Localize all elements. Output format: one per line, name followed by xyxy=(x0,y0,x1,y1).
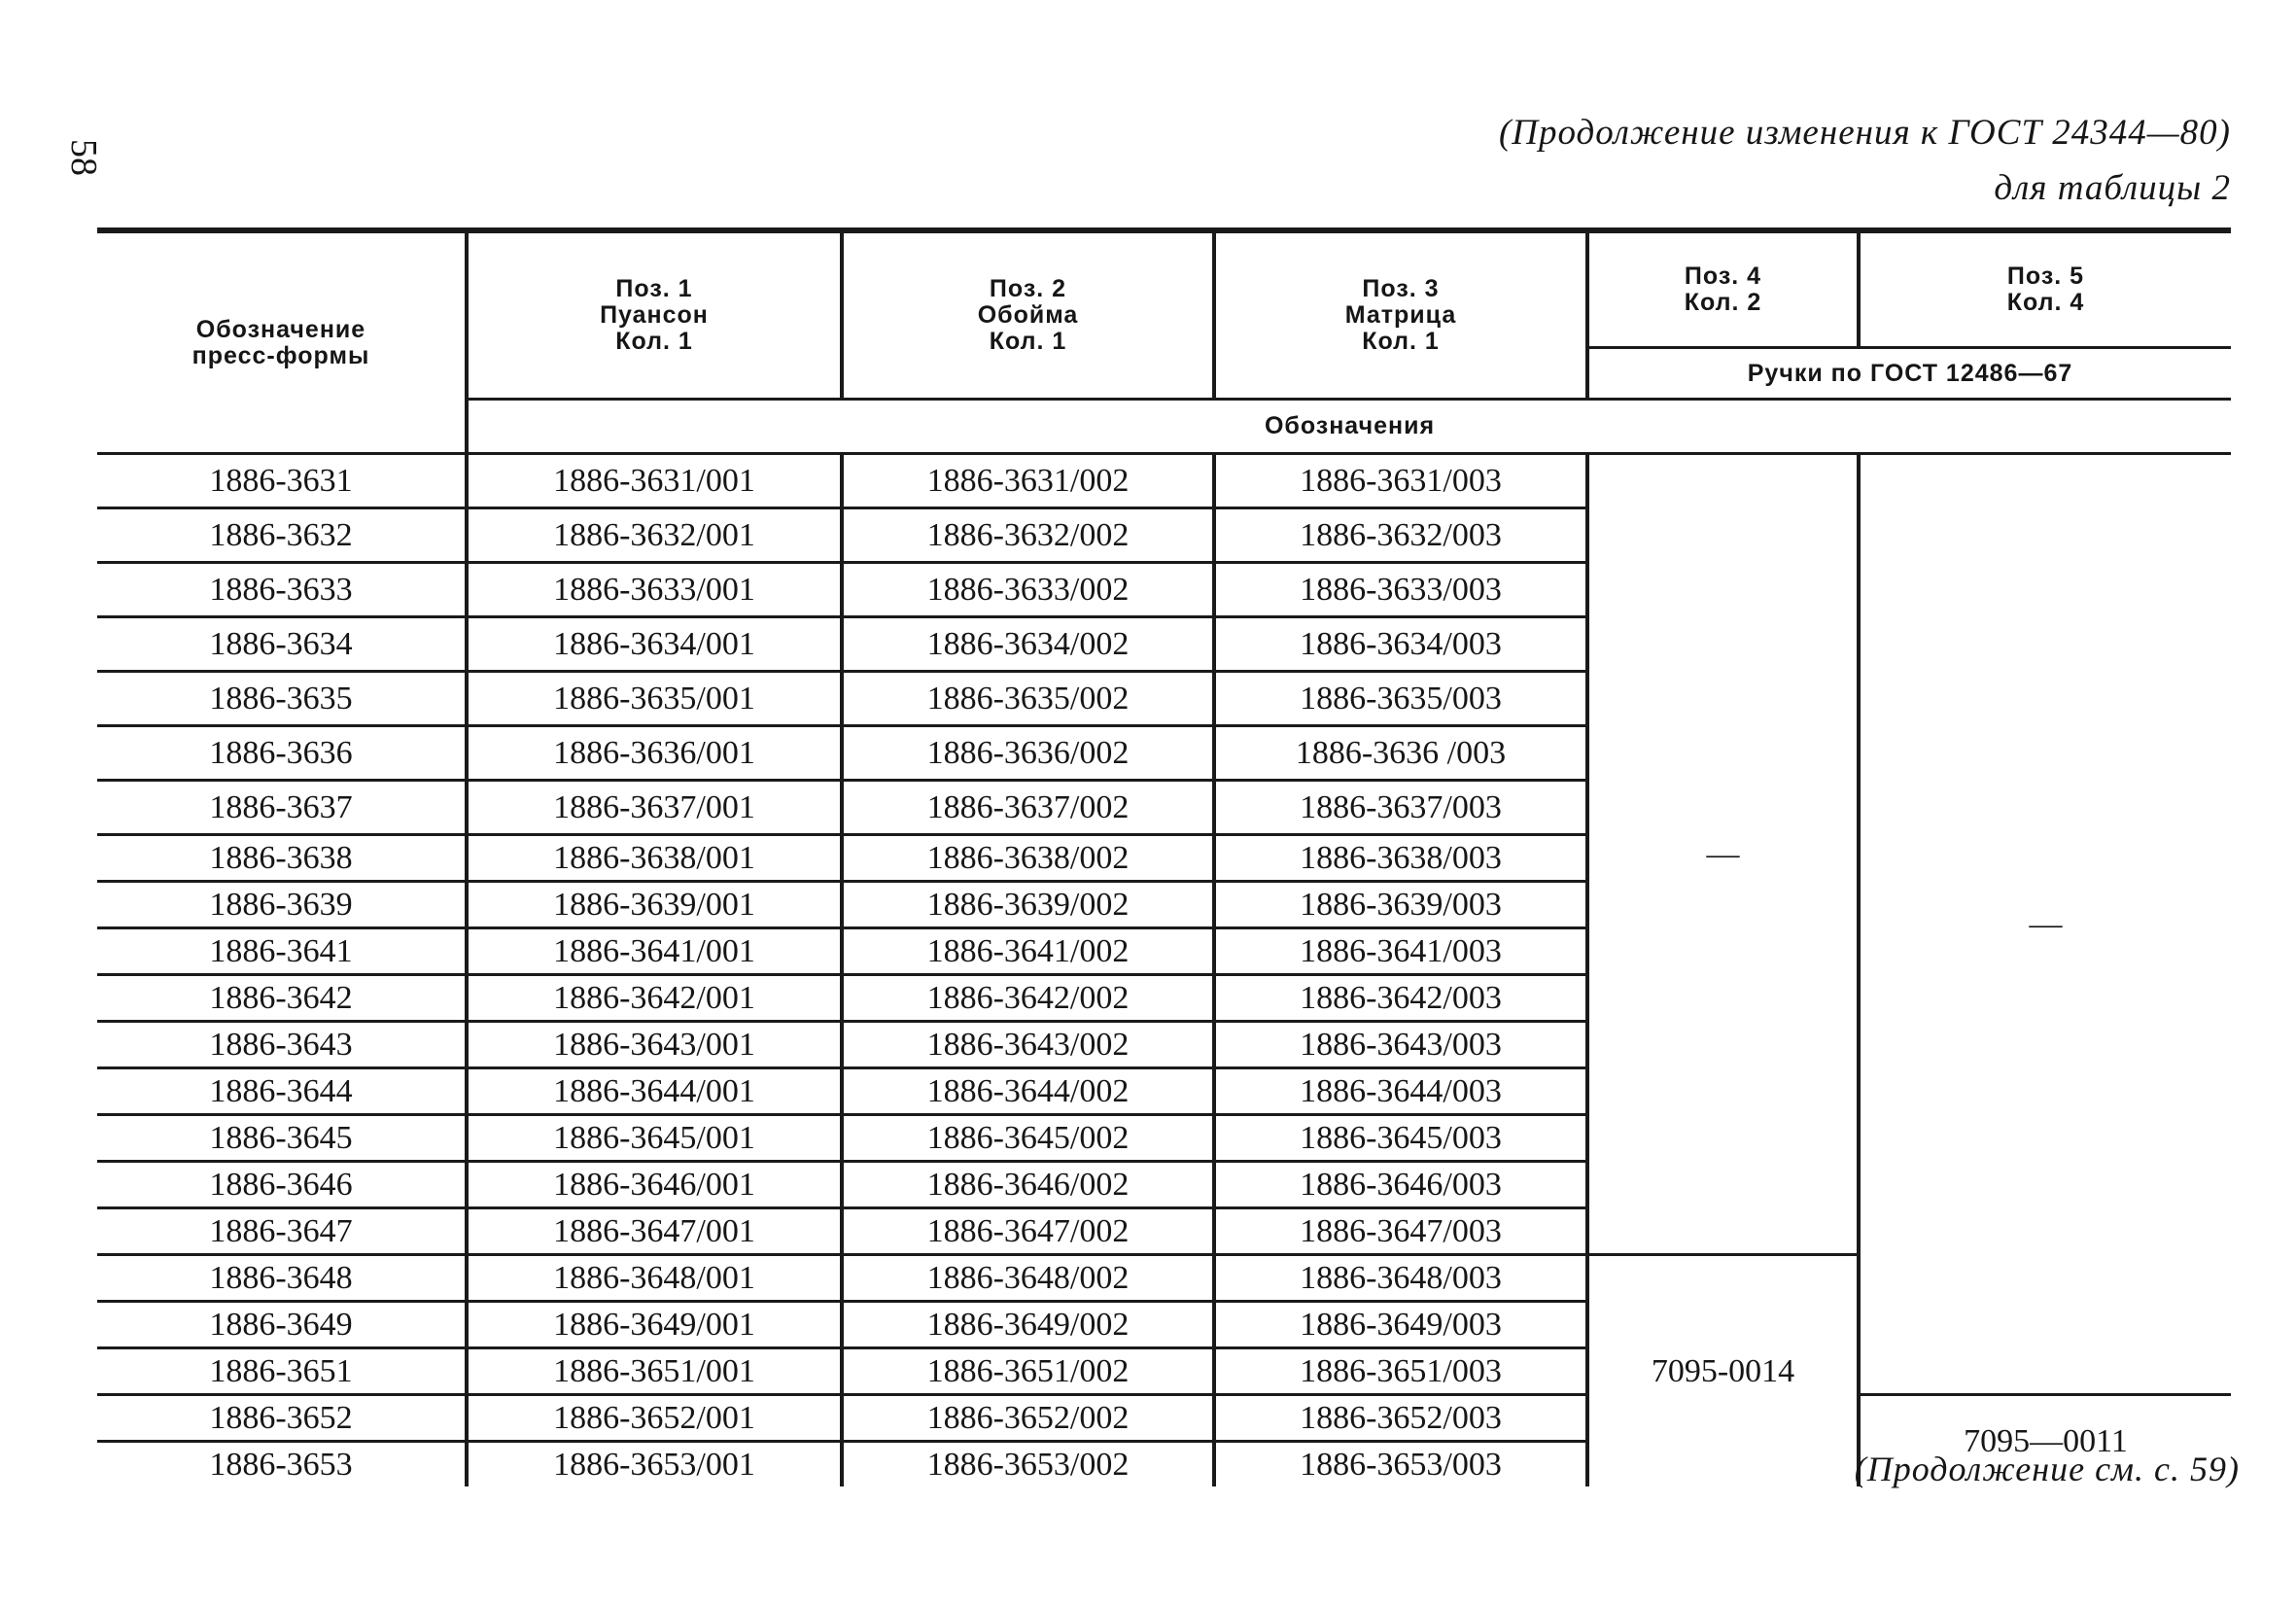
cell-pos1-punch: 1886-3637/001 xyxy=(467,781,842,835)
col-header-pos2 xyxy=(842,230,1214,400)
cell-pos3-matrix: 1886-3635/003 xyxy=(1214,672,1587,726)
cell-pos3-matrix: 1886-3642/003 xyxy=(1214,975,1587,1022)
cell-pos1-punch: 1886-3635/001 xyxy=(467,672,842,726)
col-header-pos2-line3: Кол. 1 xyxy=(989,328,1067,355)
cell-pos3-matrix: 1886-3646/003 xyxy=(1214,1162,1587,1208)
cell-pos3-matrix: 1886-3648/003 xyxy=(1214,1255,1587,1302)
cell-pos1-punch: 1886-3643/001 xyxy=(467,1022,842,1068)
cell-pos1-punch: 1886-3632/001 xyxy=(467,508,842,563)
cell-pos3-matrix: 1886-3638/003 xyxy=(1214,835,1587,882)
cell-pos3-matrix: 1886-3647/003 xyxy=(1214,1208,1587,1255)
cell-pos2-holder: 1886-3637/002 xyxy=(842,781,1214,835)
cell-press-form: 1886-3653 xyxy=(209,1446,353,1483)
cell-pos2-holder: 1886-3651/002 xyxy=(842,1348,1214,1395)
cell-pos1-punch: 1886-3648/001 xyxy=(467,1255,842,1302)
col-header-pos1 xyxy=(467,230,842,400)
cell-pos3-matrix: 1886-3639/003 xyxy=(1214,882,1587,928)
cell-pos1-punch: 1886-3634/001 xyxy=(467,617,842,672)
cell-pos3-matrix: 1886-3651/003 xyxy=(1214,1348,1587,1395)
cell-pos2-holder: 1886-3647/002 xyxy=(842,1208,1214,1255)
cell-pos1-punch: 1886-3633/001 xyxy=(467,563,842,617)
cell-pos2-holder: 1886-3648/002 xyxy=(842,1255,1214,1302)
cell-pos5-upper: — xyxy=(1859,454,2231,1395)
cell-pos1-punch: 1886-3642/001 xyxy=(467,975,842,1022)
cell-pos1-punch: 1886-3649/001 xyxy=(467,1302,842,1348)
cell-pos3-matrix: 1886-3645/003 xyxy=(1214,1115,1587,1162)
col-header-pos3-line2: Матрица xyxy=(1344,301,1457,329)
cell-pos2-holder: 1886-3644/002 xyxy=(842,1068,1214,1115)
cell-pos1-punch: 1886-3646/001 xyxy=(467,1162,842,1208)
continuation-footer: (Продолжение см. с. 59) xyxy=(1854,1450,2240,1488)
cell-pos2-holder: 1886-3638/002 xyxy=(842,835,1214,882)
cell-pos1-punch: 1886-3651/001 xyxy=(467,1348,842,1395)
cell-pos3-matrix: 1886-3634/003 xyxy=(1214,617,1587,672)
col-header-pos3 xyxy=(1214,230,1587,400)
cell-press-form: 1886-3641 xyxy=(97,928,467,975)
table-body xyxy=(97,454,2231,1487)
cell-press-form: 1886-3637 xyxy=(97,781,467,835)
cell-pos3-matrix: 1886-3653/003 xyxy=(1214,1442,1587,1487)
cell-pos1-punch: 1886-3652/001 xyxy=(467,1395,842,1442)
col-header-press-form xyxy=(97,230,467,454)
table-header xyxy=(97,230,2231,454)
cell-press-form: 1886-3645 xyxy=(97,1115,467,1162)
cell-press-form: 1886-3651 xyxy=(97,1348,467,1395)
cell-press-form: 1886-3649 xyxy=(97,1302,467,1348)
cell-pos3-matrix: 1886-3633/003 xyxy=(1214,563,1587,617)
cell-pos2-holder: 1886-3643/002 xyxy=(842,1022,1214,1068)
cell-press-form: 1886-3642 xyxy=(97,975,467,1022)
col-header-pos3-line1: Поз. 3 xyxy=(1362,275,1440,302)
cell-press-form: 1886-3633 xyxy=(97,563,467,617)
cell-pos2-holder: 1886-3649/002 xyxy=(842,1302,1214,1348)
cell-pos2-holder: 1886-3633/002 xyxy=(842,563,1214,617)
col-header-press-form-line2: пресс-формы xyxy=(191,341,370,369)
cell-pos4-lower: 7095-0014 xyxy=(1587,1255,1859,1487)
cell-pos2-holder: 1886-3634/002 xyxy=(842,617,1214,672)
cell-pos3-matrix: 1886-3643/003 xyxy=(1214,1022,1587,1068)
cell-pos3-matrix: 1886-3644/003 xyxy=(1214,1068,1587,1115)
cell-pos5-lower: 7095—0011 xyxy=(1859,1395,2231,1487)
cell-pos1-punch: 1886-3638/001 xyxy=(467,835,842,882)
cell-press-form: 1886-3644 xyxy=(97,1068,467,1115)
handles-header: Ручки по ГОСТ 12486—67 xyxy=(1587,348,2231,400)
col-header-pos2-line1: Поз. 2 xyxy=(989,275,1067,302)
cell-press-form: 1886-3643 xyxy=(97,1022,467,1068)
designations-header: Обозначения xyxy=(467,400,2231,454)
cell-pos3-matrix: 1886-3632/003 xyxy=(1214,508,1587,563)
cell-pos2-holder: 1886-3631/002 xyxy=(842,454,1214,508)
cell-pos2-holder: 1886-3641/002 xyxy=(842,928,1214,975)
cell-pos2-holder: 1886-3652/002 xyxy=(842,1395,1214,1442)
cell-pos2-holder: 1886-3636/002 xyxy=(842,726,1214,781)
cell-press-form: 1886-3632 xyxy=(97,508,467,563)
table-row xyxy=(97,1395,2231,1442)
cell-press-form: 1886-3631 xyxy=(97,454,467,508)
cell-pos3-matrix: 1886-3652/003 xyxy=(1214,1395,1587,1442)
col-header-pos4-line1: Поз. 4 xyxy=(1684,262,1762,290)
cell-pos1-punch: 1886-3639/001 xyxy=(467,882,842,928)
col-header-pos1-line2: Пуансон xyxy=(600,301,709,329)
cell-pos1-punch: 1886-3645/001 xyxy=(467,1115,842,1162)
col-header-pos1-line3: Кол. 1 xyxy=(615,328,693,355)
cell-pos1-punch: 1886-3647/001 xyxy=(467,1208,842,1255)
cell-press-form: 1886-3636 xyxy=(97,726,467,781)
col-header-pos3-line3: Кол. 1 xyxy=(1362,328,1440,355)
col-header-pos4-line2: Кол. 2 xyxy=(1684,289,1762,316)
cell-pos1-punch: 1886-3631/001 xyxy=(467,454,842,508)
cell-press-form: 1886-3646 xyxy=(97,1162,467,1208)
cell-press-form: 1886-3634 xyxy=(97,617,467,672)
table-row xyxy=(97,454,2231,508)
cell-pos1-punch: 1886-3636/001 xyxy=(467,726,842,781)
col-header-pos5-line2: Кол. 4 xyxy=(2006,289,2085,316)
cell-press-form: 1886-3647 xyxy=(97,1208,467,1255)
cell-press-form: 1886-3648 xyxy=(97,1255,467,1302)
cell-pos2-holder: 1886-3632/002 xyxy=(842,508,1214,563)
cell-pos2-holder: 1886-3653/002 xyxy=(842,1442,1214,1487)
cell-pos1-punch: 1886-3644/001 xyxy=(467,1068,842,1115)
cell-pos2-holder: 1886-3646/002 xyxy=(842,1162,1214,1208)
cell-pos3-matrix: 1886-3649/003 xyxy=(1214,1302,1587,1348)
cell-press-form: 1886-3639 xyxy=(97,882,467,928)
press-form-table xyxy=(97,227,2231,1486)
cell-pos3-matrix: 1886-3637/003 xyxy=(1214,781,1587,835)
cell-pos4-upper: — xyxy=(1587,454,1859,1255)
cell-press-form: 1886-3635 xyxy=(97,672,467,726)
cell-pos1-punch: 1886-3653/001 xyxy=(467,1442,842,1487)
col-header-pos1-line1: Поз. 1 xyxy=(615,275,693,302)
col-header-pos5-line1: Поз. 5 xyxy=(2006,262,2085,290)
cell-press-form: 1886-3652 xyxy=(97,1395,467,1442)
cell-pos2-holder: 1886-3642/002 xyxy=(842,975,1214,1022)
page-number: 58 xyxy=(63,139,104,176)
cell-pos2-holder: 1886-3639/002 xyxy=(842,882,1214,928)
cell-pos1-punch: 1886-3641/001 xyxy=(467,928,842,975)
col-header-pos5 xyxy=(1859,230,2231,348)
cell-pos3-matrix: 1886-3631/003 xyxy=(1214,454,1587,508)
continuation-title: (Продолжение изменения к ГОСТ 24344—80) xyxy=(1498,113,2231,153)
col-header-pos2-line2: Обойма xyxy=(977,301,1079,329)
cell-pos3-matrix: 1886-3641/003 xyxy=(1214,928,1587,975)
cell-press-form: 1886-3638 xyxy=(97,835,467,882)
cell-pos2-holder: 1886-3635/002 xyxy=(842,672,1214,726)
col-header-press-form-line1: Обозначение xyxy=(195,315,366,343)
table-reference: для таблицы 2 xyxy=(1994,168,2231,208)
cell-pos2-holder: 1886-3645/002 xyxy=(842,1115,1214,1162)
cell-pos3-matrix: 1886-3636 /003 xyxy=(1214,726,1587,781)
col-header-pos4 xyxy=(1587,230,1859,348)
